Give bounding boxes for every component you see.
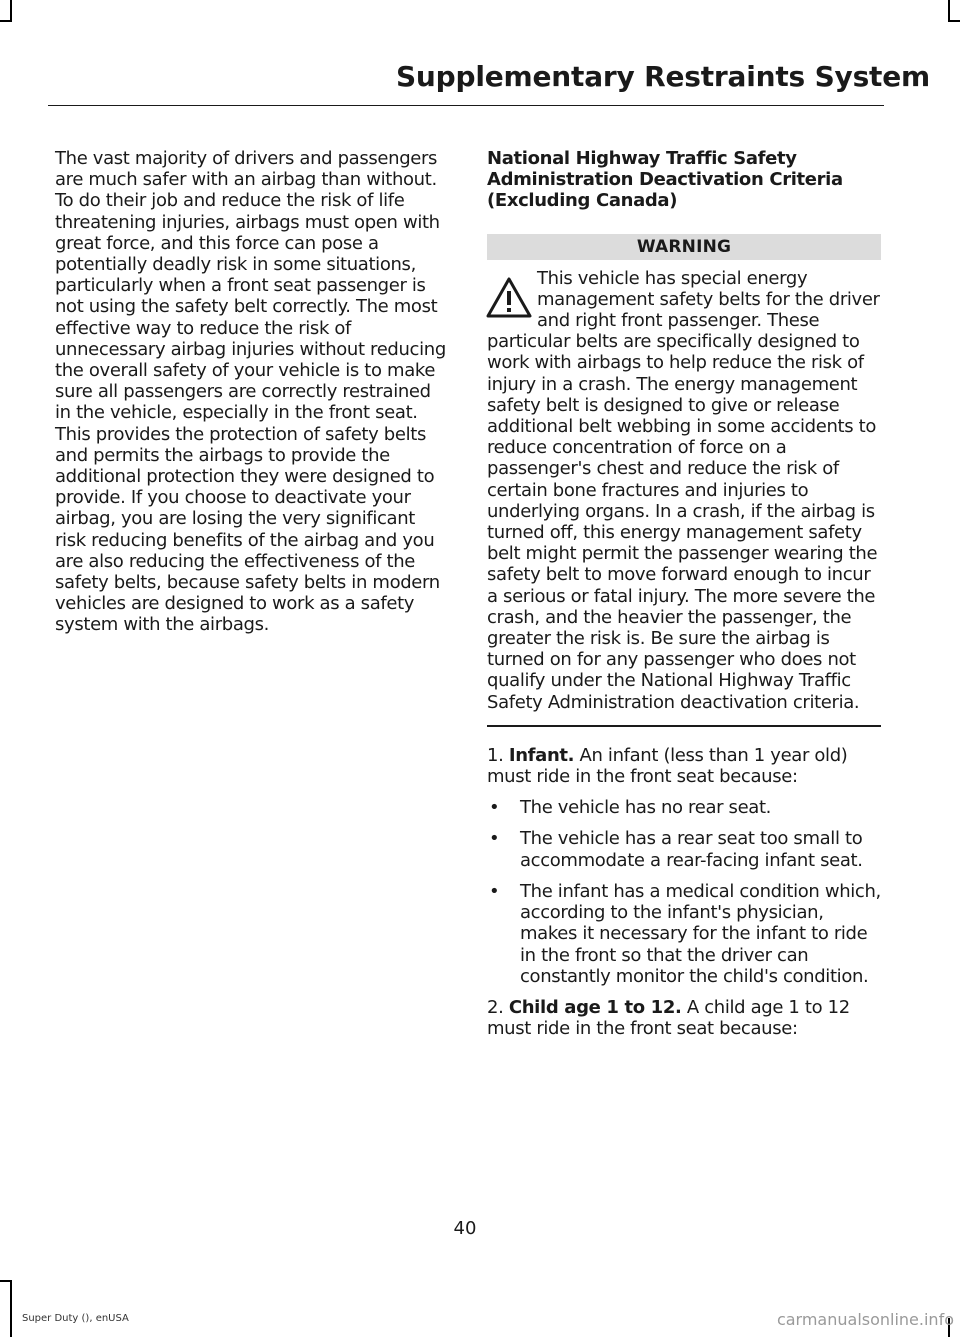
item-child	[487, 997, 881, 1039]
crop-mark	[948, 20, 960, 22]
list-item: • The vehicle has a rear seat too small to accommodate a rear-facing infant seat.	[489, 828, 863, 871]
watermark: carmanualsonline.info	[776, 1310, 954, 1329]
item-number: 2.	[487, 996, 504, 1018]
warning-divider	[487, 725, 881, 727]
list-item: • The infant has a medical condition which, according to the infant's physician, makes it necessary for the infant to ride in the front so that the driver can constantly monitor the child's condition.	[489, 880, 881, 987]
warning-block	[487, 268, 881, 713]
warning-text: This vehicle has special energy management safety belts for the driver and right front passenger. These particular belts are specifically designed to work with airbags to help reduce the risk of injury in a crash. The energy management safety belt is designed to give or release additional belt webbing in some accidents to reduce concentration of force on a passenger's chest and reduce the risk of certain bone fractures and injuries to underlying organs. In a crash, if the airbag is turned off, this energy management safety belt might permit the passenger wearing the safety belt to move forward enough to incur a serious or fatal injury. The more severe the crash, and the heavier the passenger, the greater the risk is. Be sure the airbag is turned on for any passenger who does not qualify under the National Highway Traffic Safety Administration deactivation criteria.	[487, 267, 880, 713]
footer-text: Super Duty (), enUSA	[22, 1313, 129, 1324]
crop-mark	[10, 1280, 12, 1337]
item-title: Child age 1 to 12.	[508, 996, 682, 1018]
crop-mark	[0, 1280, 12, 1282]
crop-mark	[948, 0, 950, 22]
item-text: An infant (less than 1 year old) must ride in the front seat because:	[487, 744, 848, 788]
crop-mark	[10, 0, 12, 22]
item-text: A child age 1 to 12 must ride in the front seat because:	[487, 996, 850, 1040]
crop-mark	[0, 20, 12, 22]
intro-paragraph: The vast majority of drivers and passengers are much safer with an airbag than without. To do their job and reduce the risk of life threatening injuries, airbags must open with great force, and this force can pose a potentially deadly risk in some situations, particularly when a front seat passenger is not using the safety belt correctly. The most effective way to reduce the risk of unnecessary airbag injuries without reducing the overall safety of your vehicle is to make sure all passengers are correctly restrained in the vehicle, especially in the front seat. This provides the protection of safety belts and permits the airbags to provide the additional protection they were designed to provide. If you choose to deactivate your airbag, you are losing the very significant risk reducing benefits of the airbag and you are also reducing the effectiveness of the safety belts, because safety belts in modern vehicles are designed to work as a safety system with the airbags.	[55, 148, 446, 636]
bullet: •	[489, 880, 500, 902]
header-divider	[48, 105, 884, 106]
infant-conditions-list	[487, 797, 881, 987]
page-number: 40	[453, 1218, 477, 1239]
item-title: Infant.	[508, 744, 575, 766]
right-column	[487, 148, 881, 1049]
left-column	[55, 148, 449, 636]
bullet: •	[489, 797, 500, 819]
warning-triangle-icon	[485, 274, 533, 322]
item-number: 1.	[487, 744, 504, 766]
section-heading: National Highway Traffic Safety Administration Deactivation Criteria (Excluding Canada)	[487, 148, 843, 212]
page-title: Supplementary Restraints System	[395, 60, 930, 93]
list-item: • The vehicle has no rear seat.	[489, 797, 772, 819]
item-infant	[487, 745, 881, 787]
warning-label: WARNING	[487, 234, 881, 260]
bullet: •	[489, 828, 500, 850]
